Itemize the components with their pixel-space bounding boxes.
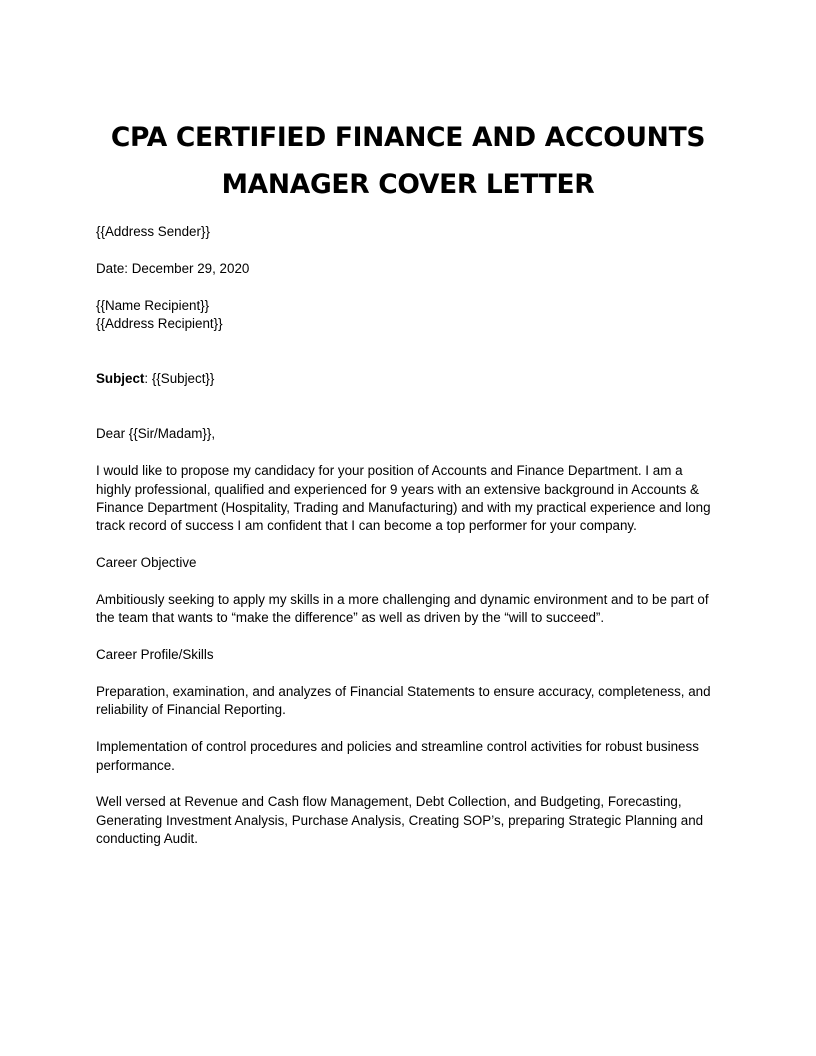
heading-career-objective: Career Objective: [96, 555, 197, 571]
intro-paragraph: [96, 462, 726, 536]
intro-line: highly professional, qualified and experienced for 9 years with an extensive background in Accounts &: [96, 481, 699, 497]
skill-line: Implementation of control procedures and policies and streamline control activities for robust business: [96, 739, 699, 755]
subject-label: Subject: [96, 371, 145, 387]
skill-line: Well versed at Revenue and Cash flow Management, Debt Collection, and Budgeting, Forecasting,: [96, 794, 682, 810]
document-title: [90, 114, 726, 208]
recipient-address: {{Address Recipient}}: [96, 316, 223, 331]
title-line-2: MANAGER COVER LETTER: [221, 169, 595, 200]
objective-line: the team that wants to “make the difference” as well as driven by the “will to succeed”.: [96, 610, 605, 626]
intro-line: Finance Department (Hospitality, Trading and Manufacturing) and with my practical experience and long: [96, 500, 711, 516]
sender-address: {{Address Sender}}: [96, 224, 210, 239]
heading-career-profile: Career Profile/Skills: [96, 647, 214, 663]
intro-line: track record of success I am confident that I can become a top performer for your company.: [96, 518, 637, 534]
skill-paragraph-1: [96, 683, 726, 720]
letter-date: Date: December 29, 2020: [96, 260, 250, 276]
skill-line: reliability of Financial Reporting.: [96, 702, 286, 718]
skill-line: performance.: [96, 757, 175, 773]
title-line-1: CPA CERTIFIED FINANCE AND ACCOUNTS: [110, 122, 706, 153]
intro-line: I would like to propose my candidacy for your position of Accounts and Finance Department. I am a: [96, 463, 683, 479]
objective-paragraph: [96, 591, 726, 628]
skill-line: conducting Audit.: [96, 831, 198, 847]
skill-paragraph-2: [96, 738, 726, 775]
skill-line: Generating Investment Analysis, Purchase Analysis, Creating SOP’s, preparing Strategic Planning and: [96, 812, 704, 828]
letter-body: [96, 223, 726, 867]
subject-line: [96, 370, 726, 388]
recipient-block: [96, 297, 726, 334]
recipient-name: {{Name Recipient}}: [96, 297, 210, 313]
skill-line: Preparation, examination, and analyzes of Financial Statements to ensure accuracy, completeness, and: [96, 684, 711, 700]
salutation: Dear {{Sir/Madam}},: [96, 426, 216, 442]
objective-line: Ambitiously seeking to apply my skills in a more challenging and dynamic environment and to be part of: [96, 592, 709, 608]
skill-paragraph-3: [96, 793, 726, 848]
subject-value: : {{Subject}}: [144, 371, 215, 387]
